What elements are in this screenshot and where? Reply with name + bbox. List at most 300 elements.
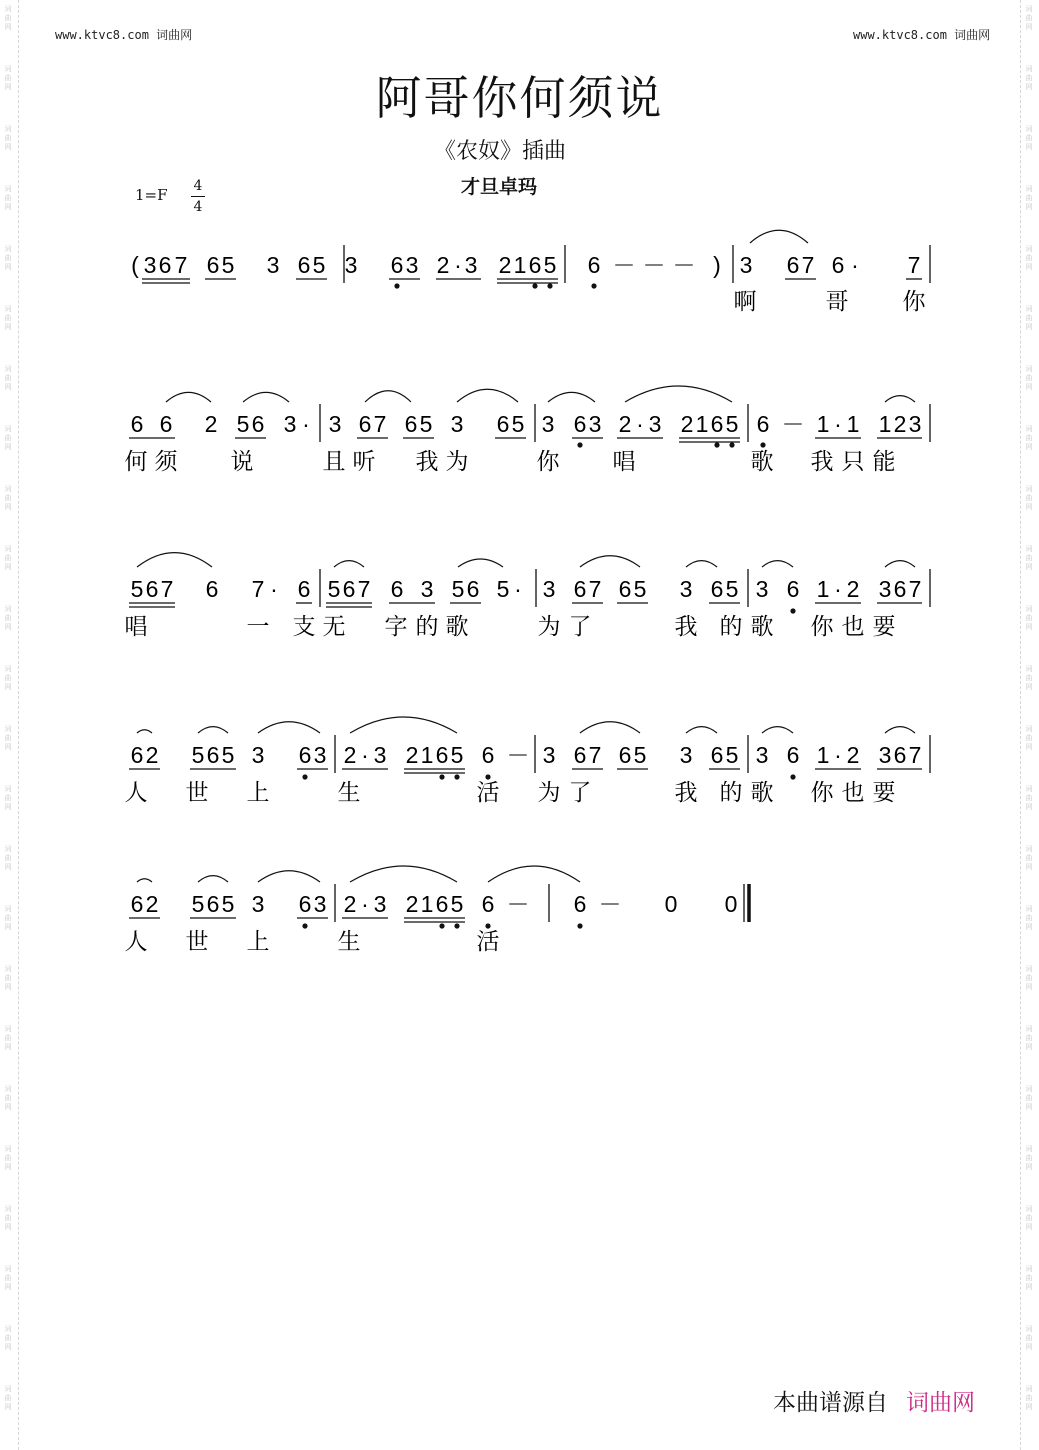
note: 6	[342, 576, 356, 602]
note: 3	[313, 742, 327, 768]
note: 6	[618, 576, 632, 602]
octave-dot	[577, 923, 582, 928]
slur	[762, 561, 793, 567]
slur	[762, 727, 793, 733]
note: ·	[454, 252, 462, 278]
note: 6	[159, 411, 173, 437]
lyric: 了	[568, 614, 592, 640]
lyric: 上	[246, 929, 270, 955]
octave-dot	[485, 923, 490, 928]
note: 5	[633, 742, 647, 768]
slur	[580, 556, 640, 567]
lyric: 我	[810, 449, 834, 475]
watermark-text: 词 曲 网	[4, 125, 12, 151]
note: 6	[390, 252, 404, 278]
watermark-text: 词 曲 网	[1025, 305, 1033, 331]
note: 3	[266, 252, 280, 278]
note: 6	[786, 742, 800, 768]
slur	[137, 730, 152, 733]
watermark-text: 词 曲 网	[1025, 905, 1033, 931]
note: 6	[205, 576, 219, 602]
note: 7	[908, 742, 922, 768]
watermark-text: 词 曲 网	[1025, 785, 1033, 811]
note: 6	[130, 891, 144, 917]
octave-dot	[532, 283, 537, 288]
octave-dot	[394, 283, 399, 288]
note: 7	[908, 576, 922, 602]
header-url-left: www.ktvc8.com 词曲网	[55, 28, 193, 42]
watermark-text: 词 曲 网	[1025, 245, 1033, 271]
note: 6	[496, 411, 510, 437]
note: 7	[588, 576, 602, 602]
note: 6	[145, 576, 159, 602]
note: 6	[710, 742, 724, 768]
note: 5	[725, 742, 739, 768]
note: 6	[587, 252, 601, 278]
lyric: 了	[568, 780, 592, 806]
lyric: 生	[337, 929, 361, 955]
lyric: 你	[810, 614, 834, 640]
note: 5	[543, 252, 557, 278]
note: 3	[344, 252, 358, 278]
note: 5	[191, 891, 205, 917]
octave-dot	[729, 442, 734, 447]
lyric: 且	[322, 449, 346, 475]
note: 3	[648, 411, 662, 437]
watermark-text: 词 曲 网	[1025, 1385, 1033, 1411]
note: 2	[618, 411, 632, 437]
lyric: 活	[476, 929, 500, 955]
watermark-text: 词 曲 网	[4, 845, 12, 871]
note: 2	[893, 411, 907, 437]
note: 1	[816, 576, 830, 602]
lyric: 人	[124, 780, 148, 806]
watermark-text: 词 曲 网	[4, 5, 12, 31]
octave-dot	[714, 442, 719, 447]
note: 2	[680, 411, 694, 437]
note: 7	[160, 576, 174, 602]
note: 5	[725, 411, 739, 437]
lyric: 为	[445, 449, 469, 475]
slur	[258, 871, 320, 882]
note: ·	[834, 411, 842, 437]
octave-dot	[485, 774, 490, 779]
watermark-text: 词 曲 网	[4, 545, 12, 571]
note: 2	[145, 742, 159, 768]
note: 6	[786, 576, 800, 602]
lyric: 要	[872, 614, 896, 640]
watermark-text: 词 曲 网	[4, 1085, 12, 1111]
watermark-text: 词 曲 网	[4, 425, 12, 451]
watermark-text: 词 曲 网	[4, 665, 12, 691]
note: 5	[496, 576, 510, 602]
lyric: 须	[154, 449, 178, 475]
note: (	[131, 252, 139, 278]
slur	[625, 386, 732, 402]
note: 5	[327, 576, 341, 602]
note: 3	[143, 252, 157, 278]
note: ·	[834, 576, 842, 602]
slur	[166, 392, 211, 402]
note: 3	[464, 252, 478, 278]
note: 5	[130, 576, 144, 602]
slur	[885, 561, 915, 567]
note: 5	[633, 576, 647, 602]
slur	[458, 559, 503, 567]
octave-dot	[547, 283, 552, 288]
note: 6	[206, 742, 220, 768]
note: 1	[878, 411, 892, 437]
note: 2	[405, 891, 419, 917]
note: 1	[816, 411, 830, 437]
lyric: 啊	[733, 289, 757, 315]
lyric: 听	[352, 449, 376, 475]
octave-dot	[591, 283, 596, 288]
note: 6	[435, 891, 449, 917]
slur	[457, 389, 518, 402]
note: 6	[893, 742, 907, 768]
note: 2	[145, 891, 159, 917]
note: 6	[528, 252, 542, 278]
octave-dot	[454, 923, 459, 928]
watermark-text: 词 曲 网	[4, 905, 12, 931]
note: 3	[251, 742, 265, 768]
note: 6	[297, 576, 311, 602]
footer-source	[773, 1384, 975, 1417]
octave-dot	[577, 442, 582, 447]
octave-dot	[790, 608, 795, 613]
watermark-text: 词 曲 网	[1025, 485, 1033, 511]
note: －	[506, 742, 530, 768]
note: 6	[130, 411, 144, 437]
watermark-text: 词 曲 网	[4, 785, 12, 811]
watermark-text: 词 曲 网	[1025, 1265, 1033, 1291]
slur	[198, 876, 228, 882]
note: 6	[573, 411, 587, 437]
note: 7	[357, 576, 371, 602]
note: 6	[618, 742, 632, 768]
note: 6	[358, 411, 372, 437]
note: 6	[206, 891, 220, 917]
lyric: 要	[872, 780, 896, 806]
note: 6	[786, 252, 800, 278]
lyric: 哥	[825, 289, 849, 315]
watermark-text: 词 曲 网	[4, 485, 12, 511]
octave-dot	[302, 923, 307, 928]
note: 3	[755, 742, 769, 768]
note: 1	[513, 252, 527, 278]
note: 3	[755, 576, 769, 602]
watermark-text: 词 曲 网	[1025, 1325, 1033, 1351]
watermark-text: 词 曲 网	[1025, 725, 1033, 751]
note: －	[781, 411, 805, 437]
watermark-text: 词 曲 网	[4, 305, 12, 331]
slur	[548, 392, 595, 402]
note: 3	[679, 742, 693, 768]
octave-dot	[760, 442, 765, 447]
note: 7	[801, 252, 815, 278]
note: 7	[907, 252, 921, 278]
lyric: 歌	[750, 449, 774, 475]
watermark-text: 词 曲 网	[4, 1385, 12, 1411]
note: 6	[831, 252, 845, 278]
note: 3	[251, 891, 265, 917]
note: 6	[297, 252, 311, 278]
note: 6	[390, 576, 404, 602]
watermark-text: 词 曲 网	[4, 1145, 12, 1171]
watermark-text: 词 曲 网	[1025, 65, 1033, 91]
lyric: 歌	[750, 780, 774, 806]
note: －	[598, 891, 622, 917]
song-title: 阿哥你何须说	[375, 71, 664, 125]
note: 3	[373, 891, 387, 917]
watermark-text: 词 曲 网	[1025, 5, 1033, 31]
meter-denominator: 4	[191, 196, 205, 217]
note: 6	[893, 576, 907, 602]
slur	[750, 230, 808, 243]
note: 1	[420, 891, 434, 917]
note: －	[642, 252, 666, 278]
note: 7	[373, 411, 387, 437]
watermark-text: 词 曲 网	[4, 965, 12, 991]
note: 2	[343, 742, 357, 768]
lyric: 我	[415, 449, 439, 475]
note: 2	[436, 252, 450, 278]
key-signature: 1=F	[135, 186, 168, 204]
watermark-text: 词 曲 网	[1025, 125, 1033, 151]
note: 0	[724, 891, 738, 917]
slur	[488, 866, 580, 882]
lyric: 的	[719, 614, 743, 640]
watermark-text: 词 曲 网	[4, 1265, 12, 1291]
slur	[686, 561, 717, 567]
slur	[258, 722, 320, 733]
note: 1	[816, 742, 830, 768]
watermark-text: 词 曲 网	[4, 725, 12, 751]
note: 3	[739, 252, 753, 278]
watermark-text: 词 曲 网	[4, 185, 12, 211]
note: 3	[541, 411, 555, 437]
footer-brand: 词曲网	[906, 1390, 975, 1416]
watermark-text: 词 曲 网	[4, 245, 12, 271]
note: 2	[343, 891, 357, 917]
note: ·	[636, 411, 644, 437]
slur	[243, 392, 289, 402]
octave-dot	[439, 923, 444, 928]
song-subtitle: 《农奴》插曲	[433, 139, 566, 164]
note: －	[506, 891, 530, 917]
note: 3	[450, 411, 464, 437]
lyric: 生	[337, 780, 361, 806]
note: ·	[302, 411, 310, 437]
lyric: 无	[322, 614, 346, 640]
note: 5	[511, 411, 525, 437]
note: 3	[878, 576, 892, 602]
header-url-right: www.ktvc8.com 词曲网	[853, 28, 991, 42]
note: ·	[834, 742, 842, 768]
note: 6	[710, 411, 724, 437]
watermark-text: 词 曲 网	[1025, 365, 1033, 391]
note: 6	[435, 742, 449, 768]
note: 7	[174, 252, 188, 278]
note: 5	[451, 576, 465, 602]
watermark-text: 词 曲 网	[4, 1025, 12, 1051]
slur	[580, 722, 640, 733]
note: 2	[498, 252, 512, 278]
note: 3	[283, 411, 297, 437]
note: 3	[328, 411, 342, 437]
note: 5	[221, 742, 235, 768]
note: 6	[481, 742, 495, 768]
slur	[885, 727, 915, 733]
note: 6	[710, 576, 724, 602]
watermark-text: 词 曲 网	[4, 65, 12, 91]
note: 6	[206, 252, 220, 278]
note: 1	[695, 411, 709, 437]
lyric: 为	[537, 614, 561, 640]
lyric: 活	[476, 780, 500, 806]
lyric: 能	[872, 449, 896, 475]
note: ·	[361, 891, 369, 917]
note: 5	[419, 411, 433, 437]
lyric: 世	[185, 780, 209, 806]
note: 1	[846, 411, 860, 437]
octave-dot	[302, 774, 307, 779]
lyric: 你	[810, 780, 834, 806]
watermark-text: 词 曲 网	[1025, 665, 1033, 691]
note: 6	[756, 411, 770, 437]
lyric: 也	[841, 780, 865, 806]
note: 6	[573, 891, 587, 917]
lyric: 我	[674, 614, 698, 640]
note: 5	[221, 891, 235, 917]
watermark-text: 词 曲 网	[1025, 185, 1033, 211]
meter-numerator: 4	[193, 178, 203, 194]
lyric: 你	[902, 289, 926, 315]
note: ·	[270, 576, 278, 602]
note: 6	[298, 742, 312, 768]
lyric: 的	[415, 614, 439, 640]
note: ·	[514, 576, 522, 602]
note: 1	[420, 742, 434, 768]
note: 3	[373, 742, 387, 768]
watermark-text: 词 曲 网	[4, 1205, 12, 1231]
watermark-text: 词 曲 网	[1025, 545, 1033, 571]
slur	[137, 879, 152, 882]
note: 5	[236, 411, 250, 437]
watermark-text: 词 曲 网	[1025, 425, 1033, 451]
note: 5	[312, 252, 326, 278]
footer-source-text: 本曲谱源自	[773, 1390, 888, 1416]
octave-dot	[439, 774, 444, 779]
note: 6	[130, 742, 144, 768]
note: )	[713, 252, 721, 278]
note: 3	[878, 742, 892, 768]
note: －	[672, 252, 696, 278]
note: 7	[251, 576, 265, 602]
lyric: 你	[536, 449, 560, 475]
slur	[334, 561, 364, 567]
slur	[365, 391, 411, 402]
lyric: 说	[230, 449, 254, 475]
note: 7	[588, 742, 602, 768]
lyric: 字	[384, 614, 408, 640]
watermark-text: 词 曲 网	[4, 605, 12, 631]
lyric: 我	[674, 780, 698, 806]
note: 2	[846, 576, 860, 602]
note: 3	[420, 576, 434, 602]
note: 3	[542, 576, 556, 602]
note: 6	[404, 411, 418, 437]
note: ·	[361, 742, 369, 768]
lyric: 只	[841, 449, 865, 475]
note: 6	[481, 891, 495, 917]
note: 6	[466, 576, 480, 602]
note: 6	[573, 576, 587, 602]
note: 6	[158, 252, 172, 278]
lyric: 人	[124, 929, 148, 955]
slur	[198, 727, 228, 733]
watermark-text: 词 曲 网	[1025, 845, 1033, 871]
watermark-text: 词 曲 网	[1025, 1205, 1033, 1231]
note: ·	[851, 252, 859, 278]
watermark-text: 词 曲 网	[1025, 1145, 1033, 1171]
watermark-text: 词 曲 网	[4, 1325, 12, 1351]
note: 6	[251, 411, 265, 437]
note: 3	[908, 411, 922, 437]
note: －	[612, 252, 636, 278]
lyric: 的	[719, 780, 743, 806]
lyric: 支	[292, 614, 316, 640]
note: 5	[725, 576, 739, 602]
note: 2	[405, 742, 419, 768]
watermark-text: 词 曲 网	[1025, 965, 1033, 991]
watermark-text: 词 曲 网	[1025, 1085, 1033, 1111]
lyric: 为	[537, 780, 561, 806]
slur	[686, 727, 717, 733]
lyric: 上	[246, 780, 270, 806]
lyric: 唱	[612, 449, 636, 475]
performer-name: 才旦卓玛	[460, 176, 537, 198]
watermark-text: 词 曲 网	[4, 365, 12, 391]
slur	[137, 553, 212, 567]
octave-dot	[454, 774, 459, 779]
note: 3	[588, 411, 602, 437]
lyric: 歌	[445, 614, 469, 640]
slur	[885, 396, 915, 402]
note: 6	[573, 742, 587, 768]
lyric: 也	[841, 614, 865, 640]
note: 5	[191, 742, 205, 768]
lyric: 何	[124, 449, 148, 475]
note: 5	[450, 742, 464, 768]
note: 3	[313, 891, 327, 917]
slur	[350, 717, 457, 733]
note: 5	[450, 891, 464, 917]
note: 2	[204, 411, 218, 437]
note: 6	[298, 891, 312, 917]
watermark-text: 词 曲 网	[1025, 605, 1033, 631]
slur	[350, 866, 457, 882]
lyric: 唱	[124, 614, 148, 640]
note: 5	[221, 252, 235, 278]
lyric: 世	[185, 929, 209, 955]
watermark-text: 词 曲 网	[1025, 1025, 1033, 1051]
note: 3	[542, 742, 556, 768]
note: 0	[664, 891, 678, 917]
note: 2	[846, 742, 860, 768]
lyric: 歌	[750, 614, 774, 640]
